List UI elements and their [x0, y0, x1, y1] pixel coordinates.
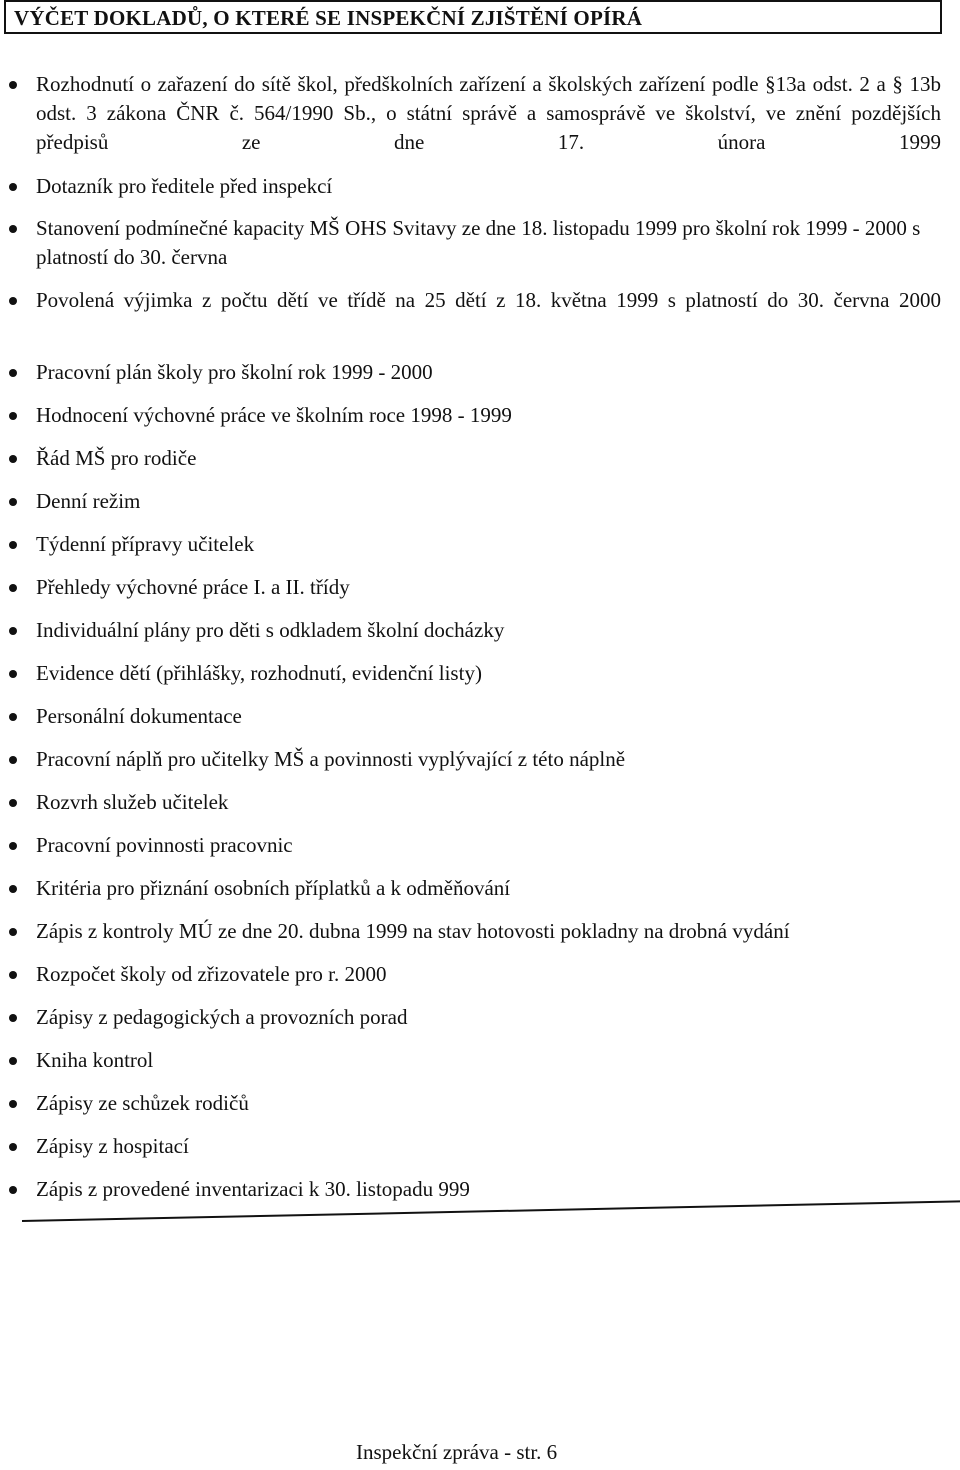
list-item-text: Dotazník pro ředitele před inspekcí [36, 174, 333, 198]
page-title: VÝČET DOKLADŮ, O KTERÉ SE INSPEKČNÍ ZJIŠTĚNÍ OPÍRÁ [14, 6, 643, 30]
bullet-icon [9, 297, 17, 305]
bullet-icon [9, 541, 17, 549]
list-item-text: Pracovní povinnosti pracovnic [36, 833, 293, 857]
list-item-text: Rozhodnutí o zařazení do sítě škol, předškolních zařízení a školských zařízení podle §13a odst. 2 a § 13b odst. 3 zákona ČNR č. 564/1990 Sb., o státní správě a samosprávě ve školství, ve znění pozdějších předpisů ze dne 17. února 1999 [36, 72, 941, 154]
bullet-icon [9, 799, 17, 807]
list-item-text: Pracovní náplň pro učitelky MŠ a povinnosti vyplývající z této náplně [36, 747, 626, 771]
list-item [36, 487, 941, 516]
list-item [36, 401, 941, 430]
list-item-text: Rozvrh služeb učitelek [36, 790, 229, 814]
list-item [36, 172, 941, 201]
bullet-icon [9, 412, 17, 420]
list-item [36, 659, 941, 688]
list-item [36, 1089, 941, 1118]
bullet-icon [9, 584, 17, 592]
list-item [36, 1046, 941, 1075]
list-item [36, 702, 941, 731]
list-item [36, 444, 941, 473]
list-item-text: Kritéria pro přiznání osobních příplatků a k odměňování [36, 876, 511, 900]
bullet-icon [9, 627, 17, 635]
list-item [36, 1175, 941, 1204]
list-item [36, 960, 941, 989]
bullet-icon [9, 1057, 17, 1065]
list-item-text: Řád MŠ pro rodiče [36, 446, 197, 470]
bullet-icon [9, 369, 17, 377]
title-box [4, 0, 942, 34]
list-item-text: Pracovní plán školy pro školní rok 1999 - 2000 [36, 360, 433, 384]
list-item-text: Personální dokumentace [36, 704, 242, 728]
list-item [36, 286, 941, 344]
list-item-text: Hodnocení výchovné práce ve školním roce 1998 - 1999 [36, 403, 512, 427]
bullet-icon [9, 183, 17, 191]
list-item [36, 530, 941, 559]
list-item-text: Rozpočet školy od zřizovatele pro r. 2000 [36, 962, 387, 986]
bullet-icon [9, 670, 17, 678]
list-item [36, 1003, 941, 1032]
list-item-text: Stanovení podmínečné kapacity MŠ OHS Svitavy ze dne 18. listopadu 1999 pro školní rok 1999 - 2000 s platností do 30. června [36, 216, 921, 269]
bullet-icon [9, 81, 17, 89]
list-item [36, 214, 941, 272]
bullet-icon [9, 1186, 17, 1194]
list-item-text: Kniha kontrol [36, 1048, 154, 1072]
list-item [36, 1132, 941, 1161]
list-item-text: Týdenní přípravy učitelek [36, 532, 255, 556]
list-item [36, 874, 941, 903]
bullet-icon [9, 713, 17, 721]
list-item [36, 573, 941, 602]
list-item-text: Evidence dětí (přihlášky, rozhodnutí, evidenční listy) [36, 661, 482, 685]
list-item-text: Denní režim [36, 489, 141, 513]
list-item [36, 745, 941, 774]
list-item-text: Zápisy z hospitací [36, 1134, 189, 1158]
bullet-icon [9, 1143, 17, 1151]
bullet-icon [9, 225, 17, 233]
list-item [36, 70, 941, 186]
bullet-icon [9, 756, 17, 764]
page-footer: Inspekční zpráva - str. 6 [356, 1440, 558, 1464]
bullet-icon [9, 971, 17, 979]
list-item-text: Zápis z provedené inventarizaci k 30. listopadu 999 [36, 1177, 470, 1201]
bullet-icon [9, 928, 17, 936]
list-item [36, 616, 941, 645]
list-item [36, 831, 941, 860]
list-item-text: Přehledy výchovné práce I. a II. třídy [36, 575, 350, 599]
bullet-icon [9, 885, 17, 893]
list-item [36, 788, 941, 817]
bullet-icon [9, 842, 17, 850]
list-item [36, 358, 941, 387]
bullet-icon [9, 455, 17, 463]
list-item [36, 917, 941, 946]
bullet-icon [9, 1100, 17, 1108]
list-item-text: Individuální plány pro děti s odkladem školní docházky [36, 618, 505, 642]
bullet-icon [9, 498, 17, 506]
list-item-text: Zápisy z pedagogických a provozních porad [36, 1005, 408, 1029]
bullet-icon [9, 1014, 17, 1022]
list-item-text: Zápis z kontroly MÚ ze dne 20. dubna 1999 na stav hotovosti pokladny na drobná vydání [36, 919, 790, 943]
list-item-text: Zápisy ze schůzek rodičů [36, 1091, 249, 1115]
list-item-text: Povolená výjimka z počtu dětí ve třídě na 25 dětí z 18. května 1999 s platností do 30. června 2000 [36, 288, 941, 312]
